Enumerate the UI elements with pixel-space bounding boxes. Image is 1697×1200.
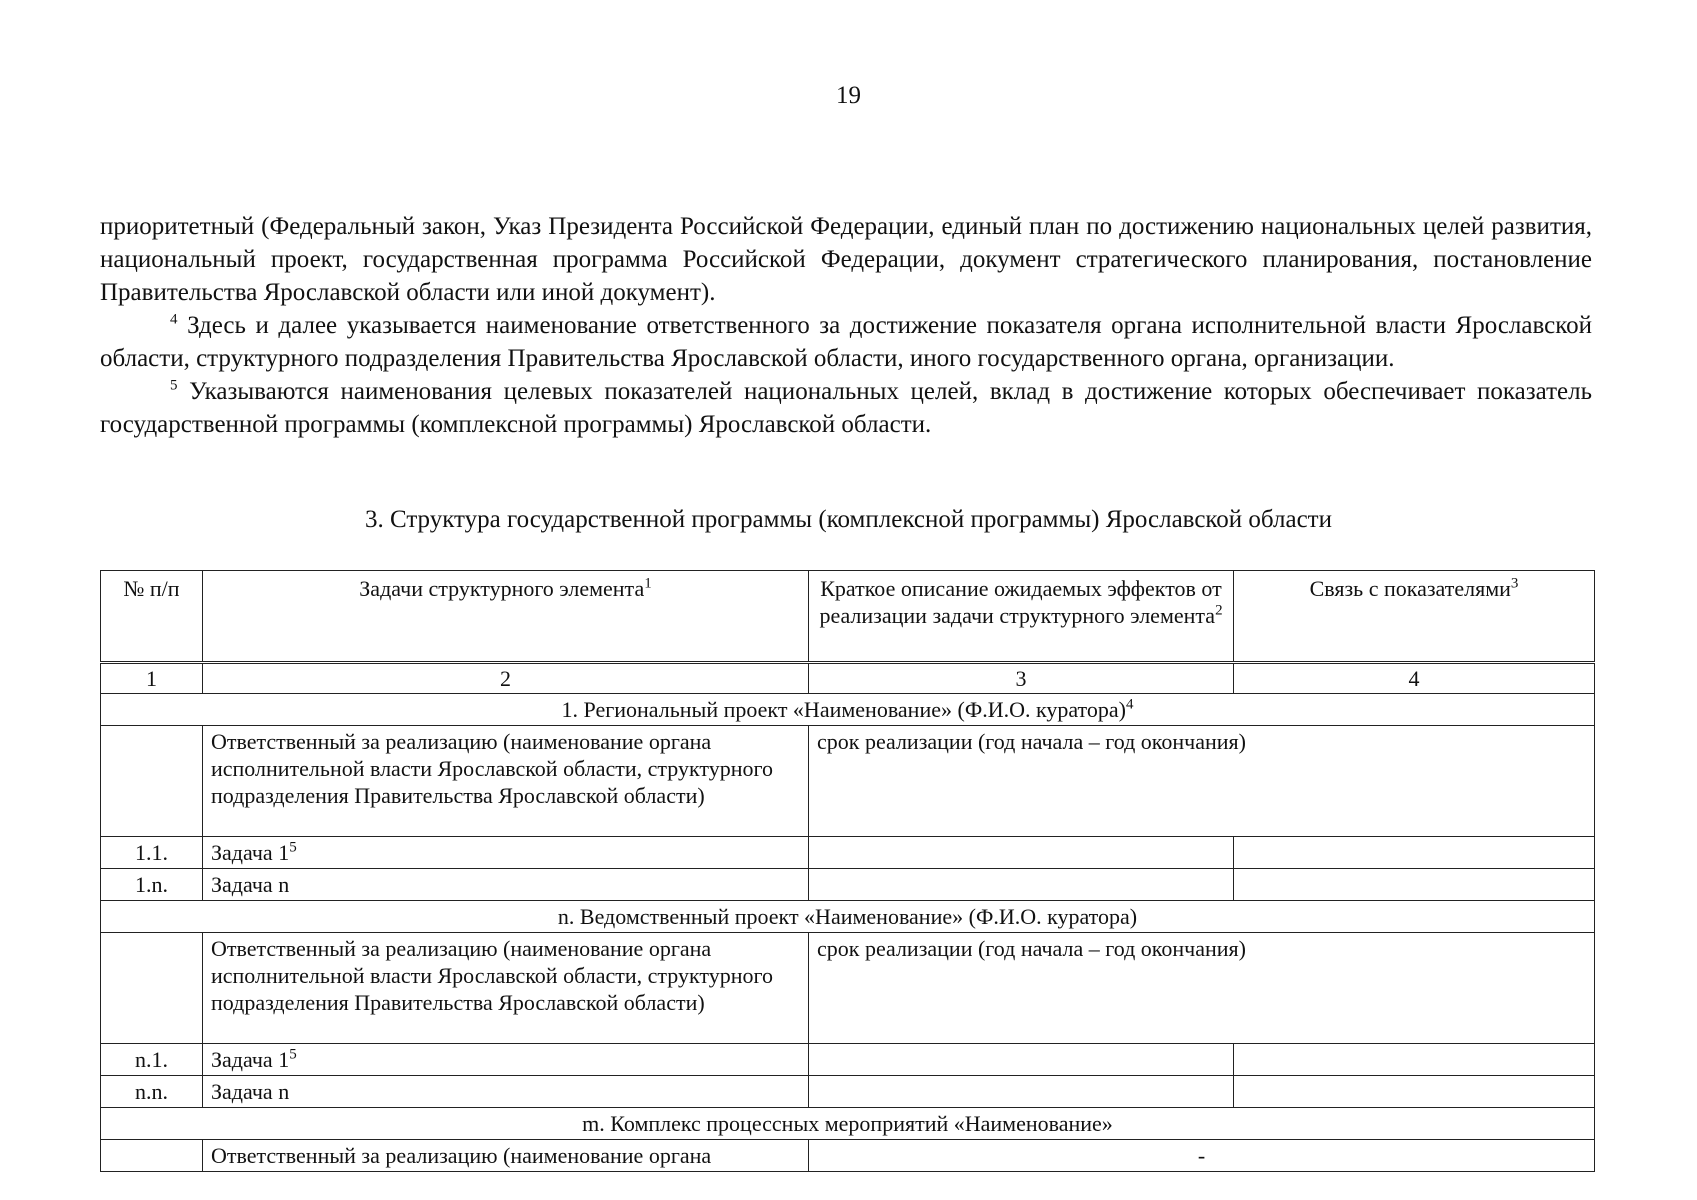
task-name-text: Задача 1: [211, 840, 290, 865]
responsible-cell: Ответственный за реализацию (наименование органа исполнительной власти Ярославской области, структурного подразделения Правительства Ярославской области): [203, 933, 809, 1044]
section-title-text: 1. Региональный проект «Наименование» (Ф.И.О. куратора): [561, 697, 1126, 722]
column-number: 4: [1234, 663, 1595, 694]
section-title-cell: [101, 694, 1595, 726]
task-name: Задача n: [203, 1076, 809, 1108]
task-indicators: [1234, 1044, 1595, 1076]
header-tasks: [203, 571, 809, 663]
header-tasks-sup: 1: [644, 575, 652, 592]
header-num: № п/п: [101, 571, 203, 663]
table-row: [101, 1076, 1595, 1108]
footnote-5: [100, 375, 1592, 441]
period-cell: срок реализации (год начала – год окончания): [809, 933, 1595, 1044]
empty-cell: [101, 1140, 203, 1172]
task-indicators: [1234, 1076, 1595, 1108]
task-effects: [809, 1044, 1234, 1076]
responsible-row: [101, 726, 1595, 837]
task-name: [203, 837, 809, 869]
task-effects: [809, 1076, 1234, 1108]
table-row: [101, 1044, 1595, 1076]
footnotes-block: [100, 210, 1592, 441]
task-name-text: Задача 1: [211, 1047, 290, 1072]
task-name: [203, 1044, 809, 1076]
footnote-4: [100, 309, 1592, 375]
task-indicators: [1234, 837, 1595, 869]
table-header-row: [101, 571, 1595, 663]
section-title: 3. Структура государственной программы (комплексной программы) Ярославской области: [364, 506, 1332, 533]
footnote-5-text: Указываются наименования целевых показателей национальных целей, вклад в достижение которых обеспечивает показатель государственной программы (комплексной программы) Ярославской области.: [100, 378, 1593, 438]
column-number: 1: [101, 663, 203, 694]
footnote-4-marker: 4: [170, 311, 178, 328]
header-effects: [809, 571, 1234, 663]
header-tasks-label: Задачи структурного элемента: [359, 576, 645, 601]
table-row: [101, 837, 1595, 869]
task-number: n.n.: [101, 1076, 203, 1108]
footnote-4-text: Здесь и далее указывается наименование ответственного за достижение показателя органа исполнительной власти Ярославской области, структурного подразделения Правительства Ярославской области, иного государственного органа, организации.: [100, 312, 1593, 372]
task-effects: [809, 869, 1234, 901]
section-row-departmental: [101, 901, 1595, 933]
task-name: Задача n: [203, 869, 809, 901]
header-effects-sup: 2: [1215, 602, 1223, 619]
footnote-5-marker: 5: [170, 377, 178, 394]
task-effects: [809, 837, 1234, 869]
responsible-row: [101, 1140, 1595, 1172]
period-cell: -: [809, 1140, 1595, 1172]
section-row-process: [101, 1108, 1595, 1140]
header-indicators: [1234, 571, 1595, 663]
responsible-row: [101, 933, 1595, 1044]
section-title-cell: n. Ведомственный проект «Наименование» (Ф.И.О. куратора): [101, 901, 1595, 933]
section-row-regional: [101, 694, 1595, 726]
structure-table: [100, 570, 1595, 1172]
task-number: 1.1.: [101, 837, 203, 869]
task-indicators: [1234, 869, 1595, 901]
empty-cell: [101, 726, 203, 837]
header-indicators-sup: 3: [1510, 575, 1519, 592]
table-row: [101, 869, 1595, 901]
column-number-row: [101, 663, 1595, 694]
task-number: 1.n.: [101, 869, 203, 901]
header-indicators-label: Связь с показателями: [1309, 576, 1511, 601]
responsible-cell: Ответственный за реализацию (наименование органа: [203, 1140, 809, 1172]
period-cell: срок реализации (год начала – год окончания): [809, 726, 1595, 837]
section-title-sup: 4: [1125, 696, 1134, 713]
section-title-cell: m. Комплекс процессных мероприятий «Наименование»: [101, 1108, 1595, 1140]
column-number: 3: [809, 663, 1234, 694]
task-name-sup: 5: [289, 1046, 297, 1063]
responsible-cell: Ответственный за реализацию (наименование органа исполнительной власти Ярославской области, структурного подразделения Правительства Ярославской области): [203, 726, 809, 837]
empty-cell: [101, 933, 203, 1044]
task-name-sup: 5: [289, 839, 297, 856]
column-number: 2: [203, 663, 809, 694]
footnote-continuation: приоритетный (Федеральный закон, Указ Президента Российской Федерации, единый план по достижению национальных целей развития, национальный проект, государственная программа Российской Федерации, документ стратегического планирования, постановление Правительства Ярославской области или иной документ).: [100, 213, 1592, 306]
page-number: 19: [836, 82, 861, 109]
task-number: n.1.: [101, 1044, 203, 1076]
header-effects-label: Краткое описание ожидаемых эффектов от реализации задачи структурного элемента: [819, 576, 1222, 628]
